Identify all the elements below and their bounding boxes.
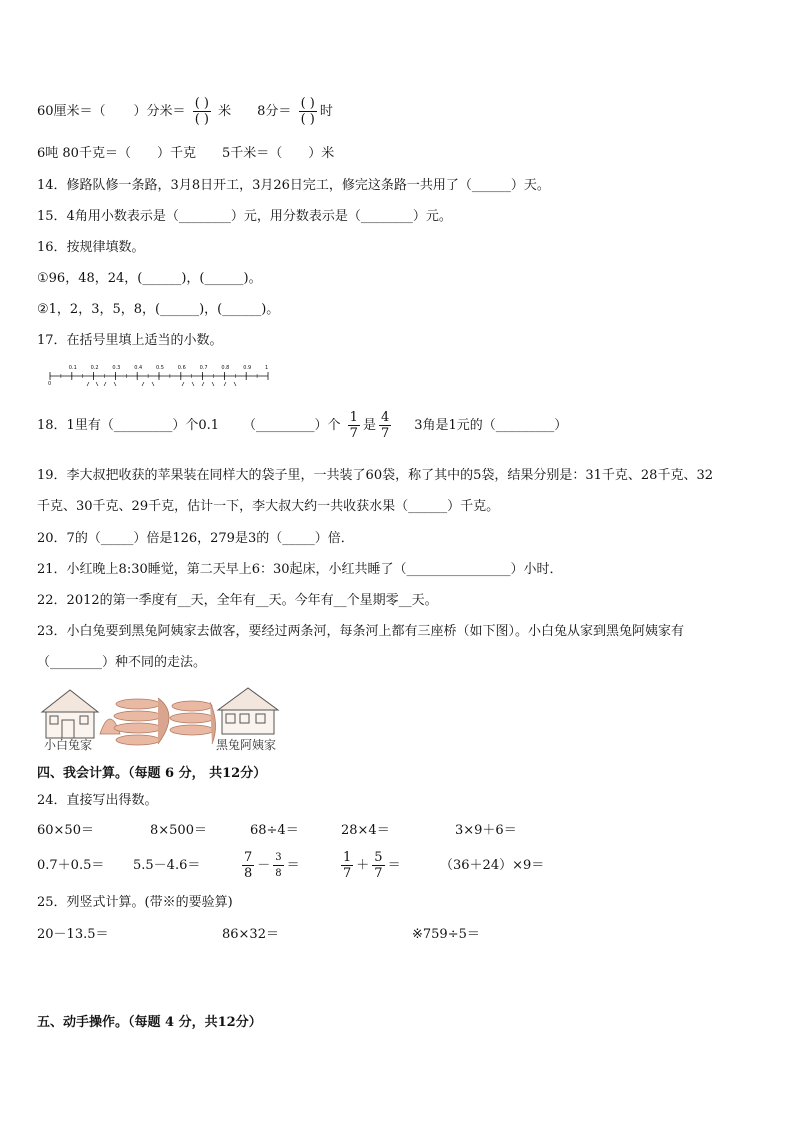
conversion-line-1	[37, 96, 333, 127]
section-5-heading: 五、动手操作。（每题 4 分，共12分）	[37, 1015, 262, 1030]
tick-label: 1	[265, 365, 269, 371]
text: ）分米＝	[133, 104, 186, 119]
calc-row-1-item: 28×4＝	[341, 823, 390, 838]
question-22: 22．2012的第一季度有__天，全年有__天。今年有__个星期零__天。	[37, 593, 438, 608]
number-line	[44, 362, 274, 398]
text: 18．1里有（_________）个0.1	[37, 418, 219, 433]
question-17: 17．在括号里填上适当的小数。	[37, 333, 223, 348]
tick-label: 0.8	[221, 365, 230, 371]
tick-label: 0.9	[243, 365, 252, 371]
question-18	[37, 408, 567, 444]
tick-label: 0.6	[177, 365, 186, 371]
text: （_________）个	[243, 418, 341, 433]
calc-row-1-item: 8×500＝	[150, 823, 207, 838]
section-4-heading: 四、我会计算。（每题 6 分， 共12分）	[37, 766, 267, 781]
text: 3角是1元的（_________）	[414, 418, 568, 433]
question-21: 21．小红晚上8:30睡觉，第二天早上6：30起床，小红共睡了（________________）小时．	[37, 562, 563, 577]
question-16-a: ①96，48，24，(______)，(______)。	[37, 271, 262, 286]
tick-label: 0.2	[90, 365, 99, 371]
calc-row-2-item: （36＋24）×9＝	[440, 858, 545, 873]
tick-label: 0.3	[112, 365, 121, 371]
fraction-4-7: $\frac{4}{7}$	[380, 410, 390, 441]
text: 60厘米＝（	[37, 104, 106, 119]
question-23-line-2: （________）种不同的走法。	[37, 655, 207, 670]
vertical-calc-item: 20－13.5＝	[37, 927, 109, 942]
tick-label: 0.1	[68, 365, 77, 371]
question-20: 20．7的（_____）倍是126，279是3的（_____）倍．	[37, 531, 354, 546]
question-15: 15．4角用小数表示是（________）元，用分数表示是（________）元。	[37, 209, 452, 224]
house-label-right: 黑兔阿姨家	[216, 738, 277, 752]
question-16: 16．按规律填数。	[37, 240, 145, 255]
calc-row-1-item: 68÷4＝	[250, 823, 299, 838]
question-19-line-2: 千克、30千克、29千克，估计一下，李大叔大约一共收获水果（______）千克。	[37, 499, 500, 514]
left-house-icon	[42, 690, 98, 738]
calc-row-1-item: 60×50＝	[37, 823, 94, 838]
calc-row-2-item: 5.5－4.6＝	[133, 858, 201, 873]
text: 米	[218, 104, 232, 119]
tick-label: 0.4	[134, 365, 143, 371]
tick-label: 0.7	[199, 365, 208, 371]
question-14: 14．修路队修一条路，3月8日开工，3月26日完工，修完这条路一共用了（______）天。	[37, 178, 550, 193]
calc-row-2-fraction-expr: $\frac{7}{8}$ － $\frac{3}{8}$ ＝	[244, 850, 300, 881]
question-16-b: ②1，2，3，5，8，(______)，(______)。	[37, 302, 280, 317]
calc-row-1-item: 3×9＋6＝	[455, 823, 517, 838]
fraction-blank: $\frac{( )}{( )}$	[194, 96, 209, 127]
question-23-line-1: 23．小白兔要到黑兔阿姨家去做客，要经过两条河，每条河上都有三座桥（如下图）。小白兔从家到黑兔阿姨家有	[37, 624, 685, 639]
fraction-blank: $\frac{( )}{( )}$	[300, 96, 315, 127]
fraction-1-7: $\frac{1}{7}$	[349, 410, 358, 441]
conversion-line-2: 6吨 80千克＝（ ）千克 5千米＝（ ）米	[37, 146, 335, 161]
text: 时	[319, 104, 333, 119]
vertical-calc-item: 86×32＝	[222, 927, 279, 942]
calc-row-2-item: 0.7＋0.5＝	[37, 858, 105, 873]
tick-label-0: 0	[48, 381, 52, 387]
question-19-line-1: 19．李大叔把收获的苹果装在同样大的袋子里，一共装了60袋，称了其中的5袋，结果分别是：31千克、28千克、32	[37, 468, 713, 483]
bridges-illustration	[40, 684, 280, 754]
text: 是	[362, 418, 376, 433]
calc-row-2-fraction-expr: $\frac{1}{7}$ ＋ $\frac{5}{7}$ ＝	[343, 850, 401, 881]
vertical-calc-item: ※759÷5＝	[412, 927, 480, 942]
question-25: 25．列竖式计算。(带※的要验算)	[37, 895, 233, 910]
tick-label: 0.5	[156, 365, 164, 371]
question-24: 24．直接写出得数。	[37, 793, 158, 808]
house-label-left: 小白兔家	[44, 738, 93, 752]
text: 8分＝	[257, 104, 292, 119]
right-house-icon	[218, 688, 278, 734]
